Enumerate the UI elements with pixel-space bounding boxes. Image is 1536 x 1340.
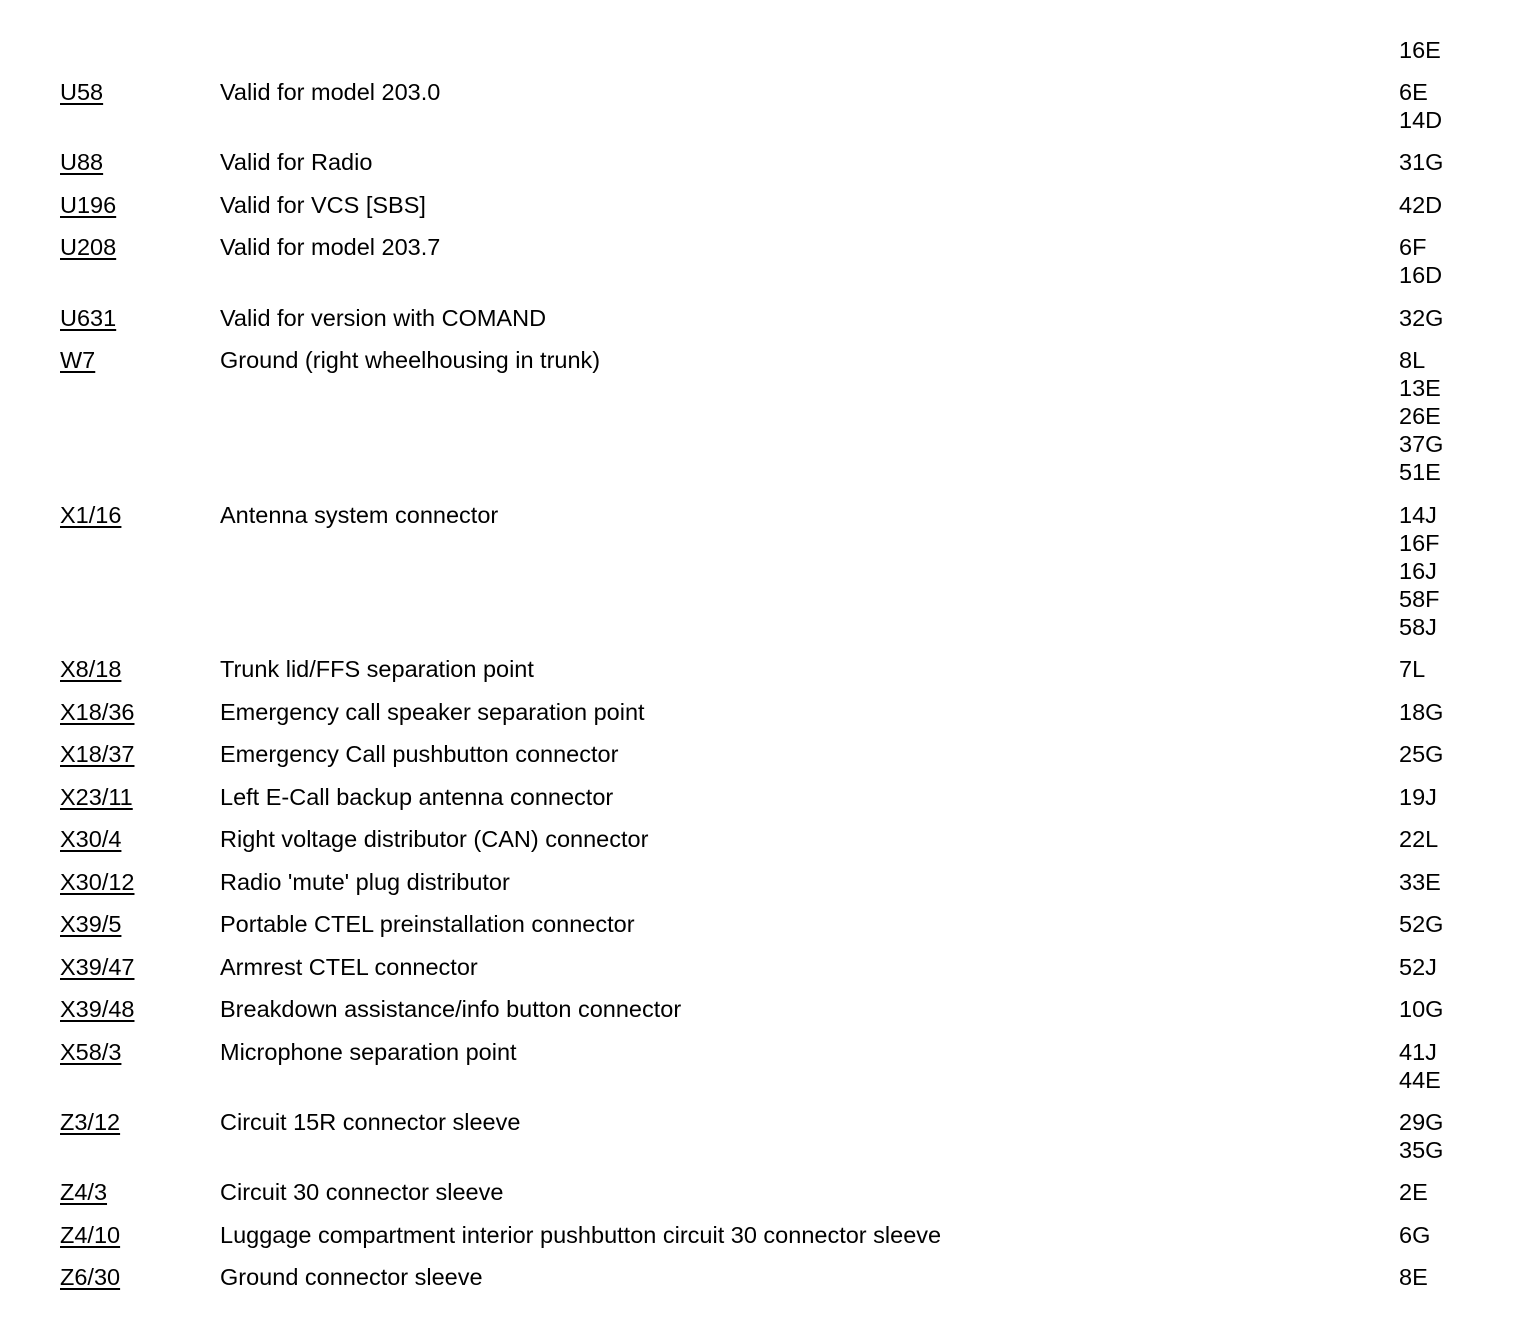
grid-reference-list [1399, 1263, 1428, 1291]
component-code-link[interactable]: X18/37 [60, 741, 135, 767]
component-code-link[interactable]: Z6/30 [60, 1264, 121, 1290]
component-code-link[interactable]: X39/48 [60, 996, 135, 1022]
grid-reference: 33E [1399, 869, 1441, 895]
grid-reference-list [1399, 501, 1440, 641]
grid-reference: 44E [1399, 1067, 1441, 1093]
component-code-link[interactable]: U58 [60, 79, 104, 105]
component-code-link[interactable]: U631 [60, 305, 117, 331]
grid-reference: 19J [1399, 784, 1437, 810]
grid-reference: 18G [1399, 699, 1444, 725]
grid-reference: 8L [1399, 347, 1426, 373]
grid-reference: 51E [1399, 459, 1441, 485]
grid-reference-list [1399, 1221, 1430, 1249]
component-code-link[interactable]: U196 [60, 192, 117, 218]
grid-reference-list [1399, 346, 1443, 486]
grid-reference-list [1399, 655, 1425, 683]
grid-reference: 26E [1399, 403, 1441, 429]
grid-reference-list [1399, 148, 1443, 176]
component-code-link[interactable]: U208 [60, 234, 117, 260]
component-code-link[interactable]: U88 [60, 149, 104, 175]
component-description: Valid for model 203.7 [220, 234, 441, 260]
component-code-link[interactable]: Z4/10 [60, 1222, 121, 1248]
component-description: Circuit 30 connector sleeve [220, 1179, 504, 1205]
grid-reference: 6G [1399, 1222, 1431, 1248]
component-code-link[interactable]: X1/16 [60, 502, 122, 528]
grid-reference: 32G [1399, 305, 1444, 331]
component-description: Valid for Radio [220, 149, 373, 175]
component-description: Circuit 15R connector sleeve [220, 1109, 521, 1135]
component-description: Radio 'mute' plug distributor [220, 869, 510, 895]
component-code-link[interactable]: Z4/3 [60, 1179, 108, 1205]
grid-reference: 14J [1399, 502, 1437, 528]
component-code-link[interactable]: W7 [60, 347, 96, 373]
grid-reference: 31G [1399, 149, 1444, 175]
grid-reference: 6E [1399, 79, 1428, 105]
grid-reference: 2E [1399, 1179, 1428, 1205]
grid-reference: 14D [1399, 107, 1443, 133]
grid-reference: 6F [1399, 234, 1427, 260]
grid-reference-list [1399, 740, 1443, 768]
grid-reference-list [1399, 910, 1443, 938]
grid-reference: 42D [1399, 192, 1443, 218]
grid-reference: 8E [1399, 1264, 1428, 1290]
grid-reference: 25G [1399, 741, 1444, 767]
component-code-link[interactable]: Z3/12 [60, 1109, 121, 1135]
grid-reference-list [1399, 1038, 1441, 1094]
component-code-link[interactable]: X39/5 [60, 911, 122, 937]
grid-reference: 35G [1399, 1137, 1444, 1163]
component-description: Portable CTEL preinstallation connector [220, 911, 635, 937]
grid-reference: 52G [1399, 911, 1444, 937]
grid-reference: 52J [1399, 954, 1437, 980]
component-description: Valid for version with COMAND [220, 305, 547, 331]
grid-reference: 58F [1399, 586, 1440, 612]
component-description: Emergency Call pushbutton connector [220, 741, 619, 767]
grid-reference-list [1399, 953, 1437, 981]
component-description: Armrest CTEL connector [220, 954, 478, 980]
component-description: Luggage compartment interior pushbutton circuit 30 connector sleeve [220, 1222, 942, 1248]
grid-reference: 41J [1399, 1039, 1437, 1065]
component-description: Valid for VCS [SBS] [220, 192, 426, 218]
component-code-link[interactable]: X8/18 [60, 656, 122, 682]
component-description: Right voltage distributor (CAN) connector [220, 826, 649, 852]
component-code-link[interactable]: X58/3 [60, 1039, 122, 1065]
component-code-link[interactable]: X18/36 [60, 699, 135, 725]
grid-reference: 16J [1399, 558, 1437, 584]
component-description: Ground (right wheelhousing in trunk) [220, 347, 601, 373]
grid-reference-list [1399, 36, 1441, 64]
grid-reference-list [1399, 304, 1443, 332]
component-description: Left E-Call backup antenna connector [220, 784, 614, 810]
component-description: Valid for model 203.0 [220, 79, 441, 105]
grid-reference: 7L [1399, 656, 1426, 682]
grid-reference: 22L [1399, 826, 1439, 852]
grid-reference: 10G [1399, 996, 1444, 1022]
grid-reference-list [1399, 78, 1442, 134]
grid-reference-list [1399, 233, 1442, 289]
component-description: Ground connector sleeve [220, 1264, 483, 1290]
grid-reference-list [1399, 868, 1441, 896]
component-code-link[interactable]: X39/47 [60, 954, 135, 980]
grid-reference-list [1399, 825, 1438, 853]
grid-reference-list [1399, 783, 1437, 811]
grid-reference: 16D [1399, 262, 1443, 288]
grid-reference: 16E [1399, 37, 1441, 63]
component-description: Antenna system connector [220, 502, 499, 528]
component-description: Trunk lid/FFS separation point [220, 656, 534, 682]
grid-reference: 37G [1399, 431, 1444, 457]
component-code-link[interactable]: X30/4 [60, 826, 122, 852]
grid-reference-list [1399, 1108, 1443, 1164]
grid-reference-list [1399, 995, 1443, 1023]
grid-reference-list [1399, 1178, 1428, 1206]
component-description: Microphone separation point [220, 1039, 517, 1065]
grid-reference: 16F [1399, 530, 1440, 556]
component-description: Emergency call speaker separation point [220, 699, 645, 725]
component-description: Breakdown assistance/info button connector [220, 996, 682, 1022]
grid-reference: 29G [1399, 1109, 1444, 1135]
grid-reference-list [1399, 191, 1442, 219]
grid-reference: 13E [1399, 375, 1441, 401]
grid-reference-list [1399, 698, 1443, 726]
grid-reference: 58J [1399, 614, 1437, 640]
component-code-link[interactable]: X23/11 [60, 784, 133, 810]
component-code-link[interactable]: X30/12 [60, 869, 135, 895]
